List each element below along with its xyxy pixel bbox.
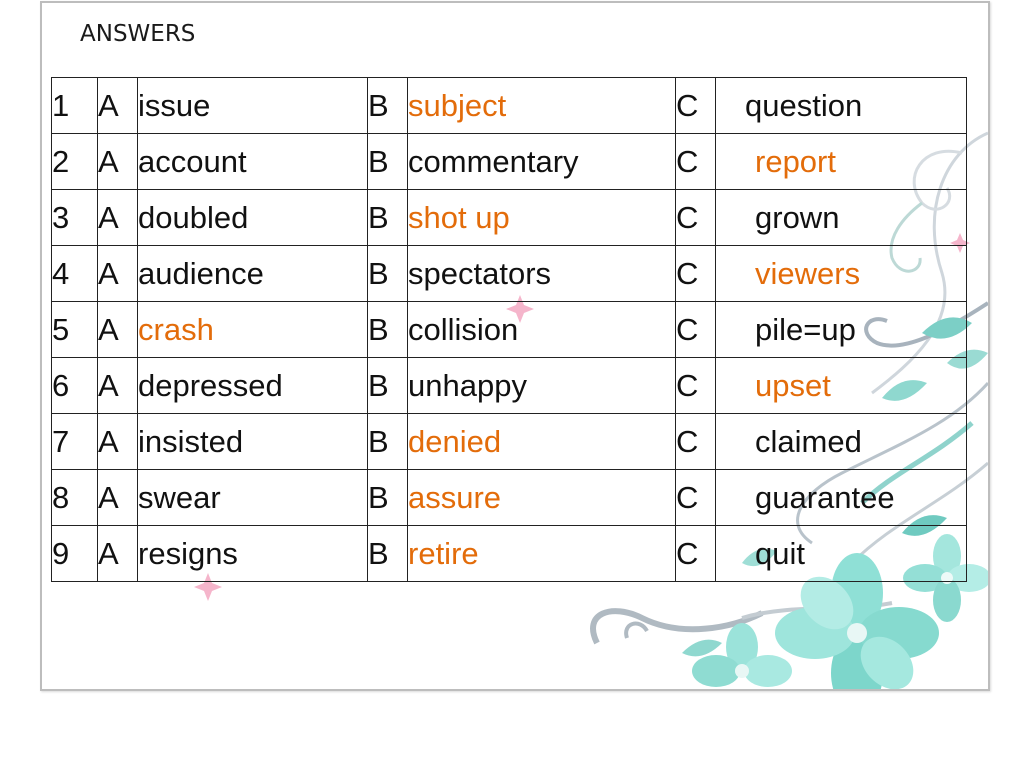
option-b: commentary (408, 143, 579, 179)
option-a-cell (138, 190, 368, 246)
option-c-letter: C (676, 367, 699, 403)
option-a: doubled (138, 199, 249, 235)
question-number-cell (52, 526, 98, 582)
option-b: spectators (408, 255, 552, 291)
option-c-letter: C (676, 311, 699, 347)
option-c-cell (716, 526, 967, 582)
option-c-cell (716, 190, 967, 246)
question-number: 6 (52, 367, 70, 403)
question-number: 8 (52, 479, 70, 515)
option-b-letter: B (368, 423, 389, 459)
option-b-letter-cell (368, 78, 408, 134)
option-b-cell (408, 470, 676, 526)
option-a-letter-cell (98, 246, 138, 302)
option-b: denied (408, 423, 502, 459)
option-c-letter: C (676, 199, 699, 235)
option-b: shot up (408, 199, 510, 235)
option-c: pile=up (755, 311, 856, 347)
option-a: swear (138, 479, 221, 515)
option-b: subject (408, 87, 507, 123)
option-a-letter-cell (98, 78, 138, 134)
option-c-cell (716, 246, 967, 302)
option-c-letter-cell (676, 302, 716, 358)
option-c-letter: C (676, 143, 699, 179)
option-b-letter: B (368, 255, 389, 291)
question-number-cell (52, 190, 98, 246)
option-c-letter-cell (676, 190, 716, 246)
option-c-letter-cell (676, 470, 716, 526)
option-c: viewers (755, 255, 861, 291)
option-b: collision (408, 311, 519, 347)
option-a: issue (138, 87, 211, 123)
option-a-cell (138, 78, 368, 134)
table-row (52, 302, 967, 358)
option-a-letter: A (98, 255, 119, 291)
option-c-letter: C (676, 535, 699, 571)
option-c: claimed (755, 423, 862, 459)
option-b-letter-cell (368, 470, 408, 526)
option-b-letter: B (368, 367, 389, 403)
question-number-cell (52, 414, 98, 470)
option-c-cell (716, 78, 967, 134)
option-c-letter-cell (676, 246, 716, 302)
option-c-letter: C (676, 255, 699, 291)
option-b-letter-cell (368, 134, 408, 190)
option-a-letter-cell (98, 526, 138, 582)
option-c-cell (716, 302, 967, 358)
option-b-letter-cell (368, 302, 408, 358)
option-a-cell (138, 302, 368, 358)
question-number-cell (52, 246, 98, 302)
option-a-letter-cell (98, 470, 138, 526)
option-c-cell (716, 134, 967, 190)
page-title: ANSWERS (80, 21, 196, 47)
question-number-cell (52, 358, 98, 414)
option-a: crash (138, 311, 214, 347)
option-a-letter: A (98, 535, 119, 571)
option-c-letter: C (676, 423, 699, 459)
option-a: account (138, 143, 247, 179)
option-c-cell (716, 358, 967, 414)
option-c: report (755, 143, 836, 179)
option-b-cell (408, 190, 676, 246)
table-row (52, 470, 967, 526)
option-c: grown (755, 199, 840, 235)
option-b: assure (408, 479, 502, 515)
question-number: 1 (52, 87, 70, 123)
question-number: 3 (52, 199, 70, 235)
option-a-letter-cell (98, 190, 138, 246)
table-row (52, 246, 967, 302)
option-b-cell (408, 78, 676, 134)
option-c-letter-cell (676, 414, 716, 470)
option-a-cell (138, 526, 368, 582)
option-b-letter: B (368, 143, 389, 179)
table-row (52, 190, 967, 246)
option-c-cell (716, 414, 967, 470)
option-a-letter-cell (98, 358, 138, 414)
question-number: 7 (52, 423, 70, 459)
option-b-cell (408, 246, 676, 302)
option-b-letter: B (368, 311, 389, 347)
option-a-letter: A (98, 199, 119, 235)
option-b: unhappy (408, 367, 527, 403)
question-number-cell (52, 302, 98, 358)
option-a-letter-cell (98, 414, 138, 470)
answers-table (51, 77, 967, 582)
option-b-cell (408, 358, 676, 414)
question-number-cell (52, 134, 98, 190)
table-row (52, 526, 967, 582)
option-c-letter-cell (676, 78, 716, 134)
option-a-cell (138, 134, 368, 190)
option-a-letter: A (98, 479, 119, 515)
option-b-letter-cell (368, 358, 408, 414)
slide (40, 1, 990, 691)
option-c: upset (755, 367, 831, 403)
option-b-cell (408, 414, 676, 470)
option-a-cell (138, 358, 368, 414)
option-b-cell (408, 134, 676, 190)
option-a: resigns (138, 535, 238, 571)
question-number-cell (52, 470, 98, 526)
option-c: question (745, 87, 863, 123)
option-b-letter-cell (368, 246, 408, 302)
question-number: 5 (52, 311, 70, 347)
option-a-letter: A (98, 423, 119, 459)
option-a-cell (138, 470, 368, 526)
option-a-letter: A (98, 367, 119, 403)
option-a-letter: A (98, 143, 119, 179)
option-b-letter-cell (368, 190, 408, 246)
table-row (52, 414, 967, 470)
option-c-letter: C (676, 87, 699, 123)
option-b-letter-cell (368, 526, 408, 582)
option-a-letter-cell (98, 134, 138, 190)
table-row (52, 134, 967, 190)
question-number: 9 (52, 535, 70, 571)
option-b-letter: B (368, 87, 389, 123)
option-c-letter-cell (676, 358, 716, 414)
option-b-cell (408, 302, 676, 358)
option-a: audience (138, 255, 264, 291)
option-b: retire (408, 535, 479, 571)
option-a-letter: A (98, 87, 119, 123)
option-a: insisted (138, 423, 244, 459)
option-b-letter: B (368, 199, 389, 235)
option-b-cell (408, 526, 676, 582)
option-c: guarantee (755, 479, 895, 515)
table-row (52, 358, 967, 414)
option-a-letter-cell (98, 302, 138, 358)
question-number-cell (52, 78, 98, 134)
table-row (52, 78, 967, 134)
question-number: 4 (52, 255, 70, 291)
option-c-letter-cell (676, 526, 716, 582)
option-a-letter: A (98, 311, 119, 347)
option-b-letter: B (368, 535, 389, 571)
question-number: 2 (52, 143, 70, 179)
option-c: quit (755, 535, 805, 571)
option-b-letter-cell (368, 414, 408, 470)
option-a-cell (138, 246, 368, 302)
option-b-letter: B (368, 479, 389, 515)
option-c-cell (716, 470, 967, 526)
option-c-letter: C (676, 479, 699, 515)
option-a: depressed (138, 367, 283, 403)
option-a-cell (138, 414, 368, 470)
option-c-letter-cell (676, 134, 716, 190)
